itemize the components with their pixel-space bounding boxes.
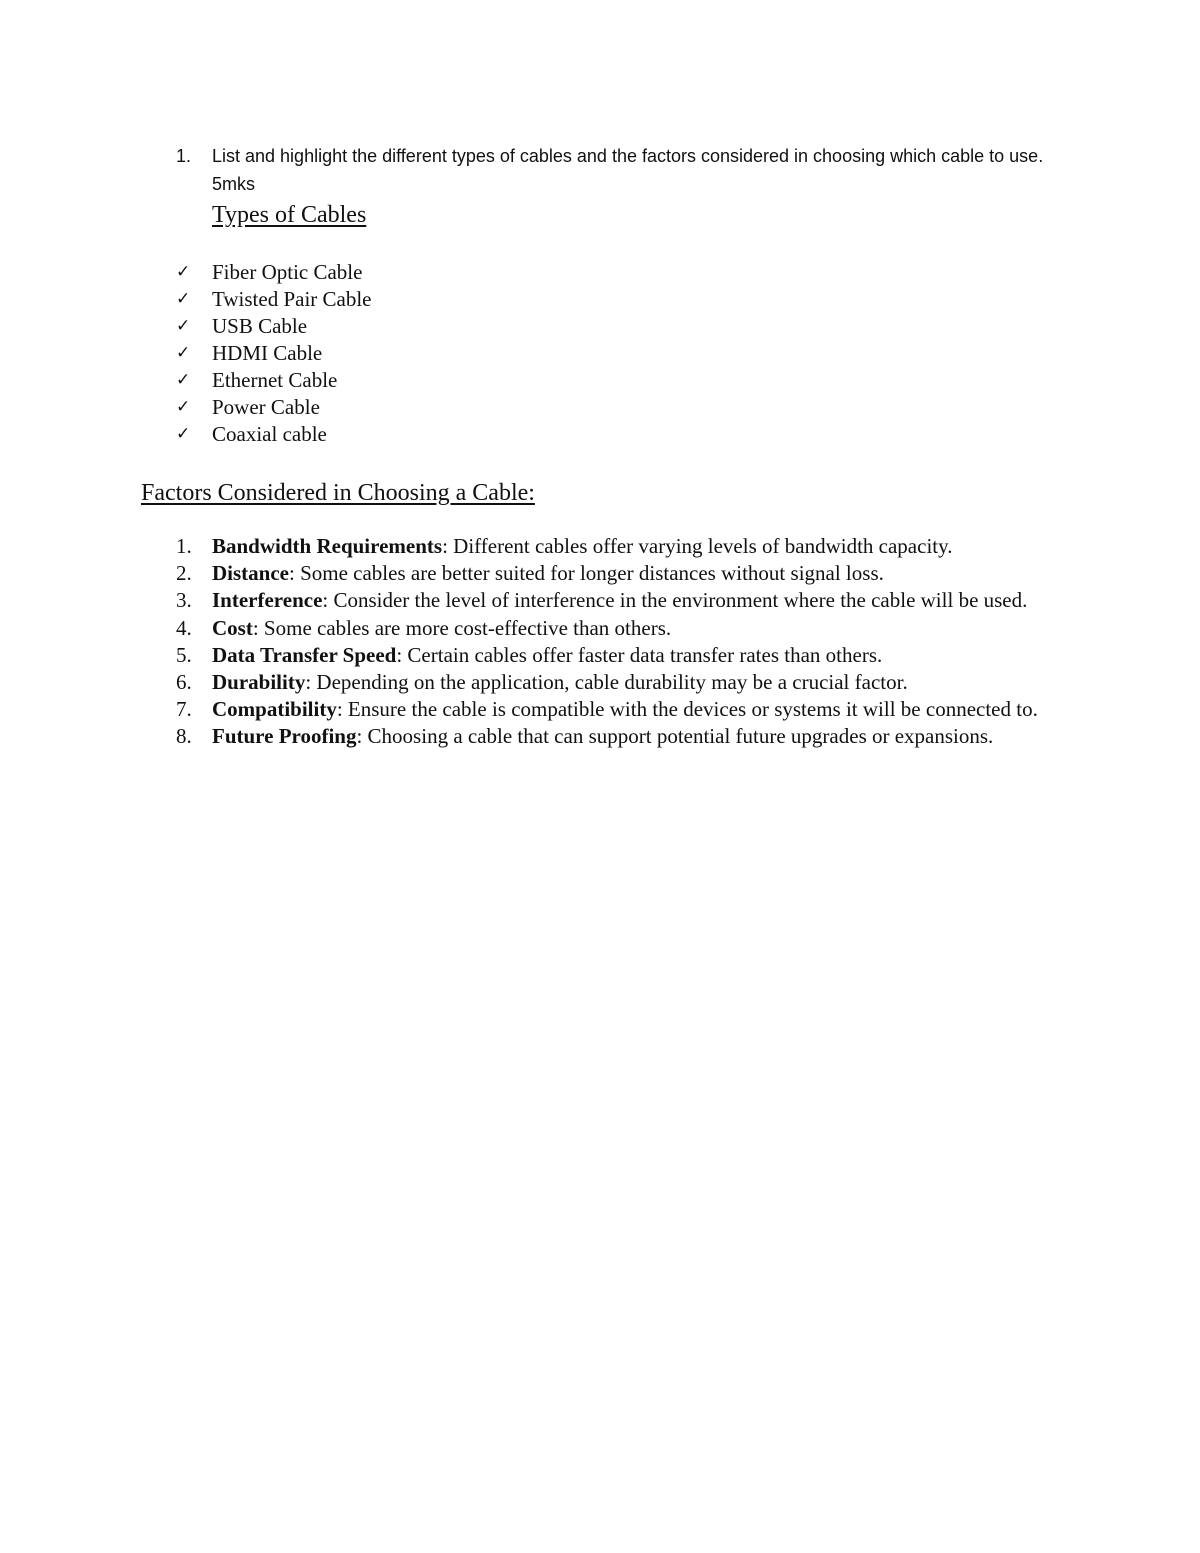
factor-term: Cost xyxy=(212,615,253,640)
question-number: 1. xyxy=(176,146,192,166)
list-item xyxy=(176,560,1056,587)
list-item xyxy=(176,696,1056,723)
cable-type-label: Coaxial cable xyxy=(212,422,327,446)
checkmark-icon: ✓ xyxy=(176,289,191,309)
factor-number: 3. xyxy=(176,588,192,613)
checkmark-icon: ✓ xyxy=(176,424,191,444)
factor-description: : Some cables are better suited for longer distances without signal loss. xyxy=(289,561,884,586)
factor-description: : Certain cables offer faster data transfer rates than others. xyxy=(396,642,883,667)
list-item xyxy=(176,286,372,313)
checkmark-icon: ✓ xyxy=(176,316,191,336)
checkmark-icon: ✓ xyxy=(176,343,191,363)
checkmark-icon: ✓ xyxy=(176,262,191,282)
list-item xyxy=(176,259,372,286)
factor-term: Future Proofing xyxy=(212,724,357,749)
list-item xyxy=(176,340,372,367)
checkmark-icon: ✓ xyxy=(176,397,191,417)
checkmark-icon: ✓ xyxy=(176,370,191,390)
factor-description: : Ensure the cable is compatible with the devices or systems it will be connected to. xyxy=(336,697,1038,722)
factor-number: 8. xyxy=(176,724,192,749)
factor-term: Durability xyxy=(212,670,306,695)
types-of-cables-heading: Types of Cables xyxy=(212,202,367,228)
cable-type-label: Fiber Optic Cable xyxy=(212,260,363,284)
cable-types-list xyxy=(176,259,372,448)
list-item xyxy=(176,394,372,421)
factors-list xyxy=(176,533,1056,751)
factor-term: Interference xyxy=(212,588,323,613)
factor-number: 4. xyxy=(176,615,192,640)
list-item xyxy=(176,723,1056,750)
factor-description: : Choosing a cable that can support potential future upgrades or expansions. xyxy=(356,724,994,749)
factor-description: : Consider the level of interference in the environment where the cable will be used. xyxy=(322,588,1028,613)
cable-type-label: Twisted Pair Cable xyxy=(212,287,372,311)
list-item xyxy=(176,642,1056,669)
factor-number: 7. xyxy=(176,697,192,722)
factor-term: Distance xyxy=(212,561,289,586)
cable-type-label: USB Cable xyxy=(212,314,308,338)
list-item xyxy=(176,615,1056,642)
cable-type-label: Power Cable xyxy=(212,395,320,419)
list-item xyxy=(176,367,372,394)
list-item xyxy=(176,669,1056,696)
factor-description: : Different cables offer varying levels of bandwidth capacity. xyxy=(442,534,953,558)
cable-type-label: Ethernet Cable xyxy=(212,368,338,392)
list-item xyxy=(176,421,372,448)
factor-number: 6. xyxy=(176,670,192,695)
factor-number: 2. xyxy=(176,561,192,586)
factor-term: Bandwidth Requirements xyxy=(212,534,443,558)
factor-number: 5. xyxy=(176,642,192,667)
list-item xyxy=(176,313,372,340)
factor-description: : Some cables are more cost-effective than others. xyxy=(252,615,672,640)
factor-description: : Depending on the application, cable durability may be a crucial factor. xyxy=(305,670,908,695)
factor-term: Compatibility xyxy=(212,697,337,722)
question-item xyxy=(176,142,1056,198)
list-item xyxy=(176,533,1056,560)
factors-heading: Factors Considered in Choosing a Cable: xyxy=(141,480,535,506)
factor-term: Data Transfer Speed xyxy=(212,642,397,667)
factor-number: 1. xyxy=(176,534,192,558)
question-text: List and highlight the different types of cables and the factors considered in choosing which cable to use. 5mks xyxy=(212,146,1044,194)
cable-type-label: HDMI Cable xyxy=(212,341,323,365)
list-item xyxy=(176,587,1056,614)
